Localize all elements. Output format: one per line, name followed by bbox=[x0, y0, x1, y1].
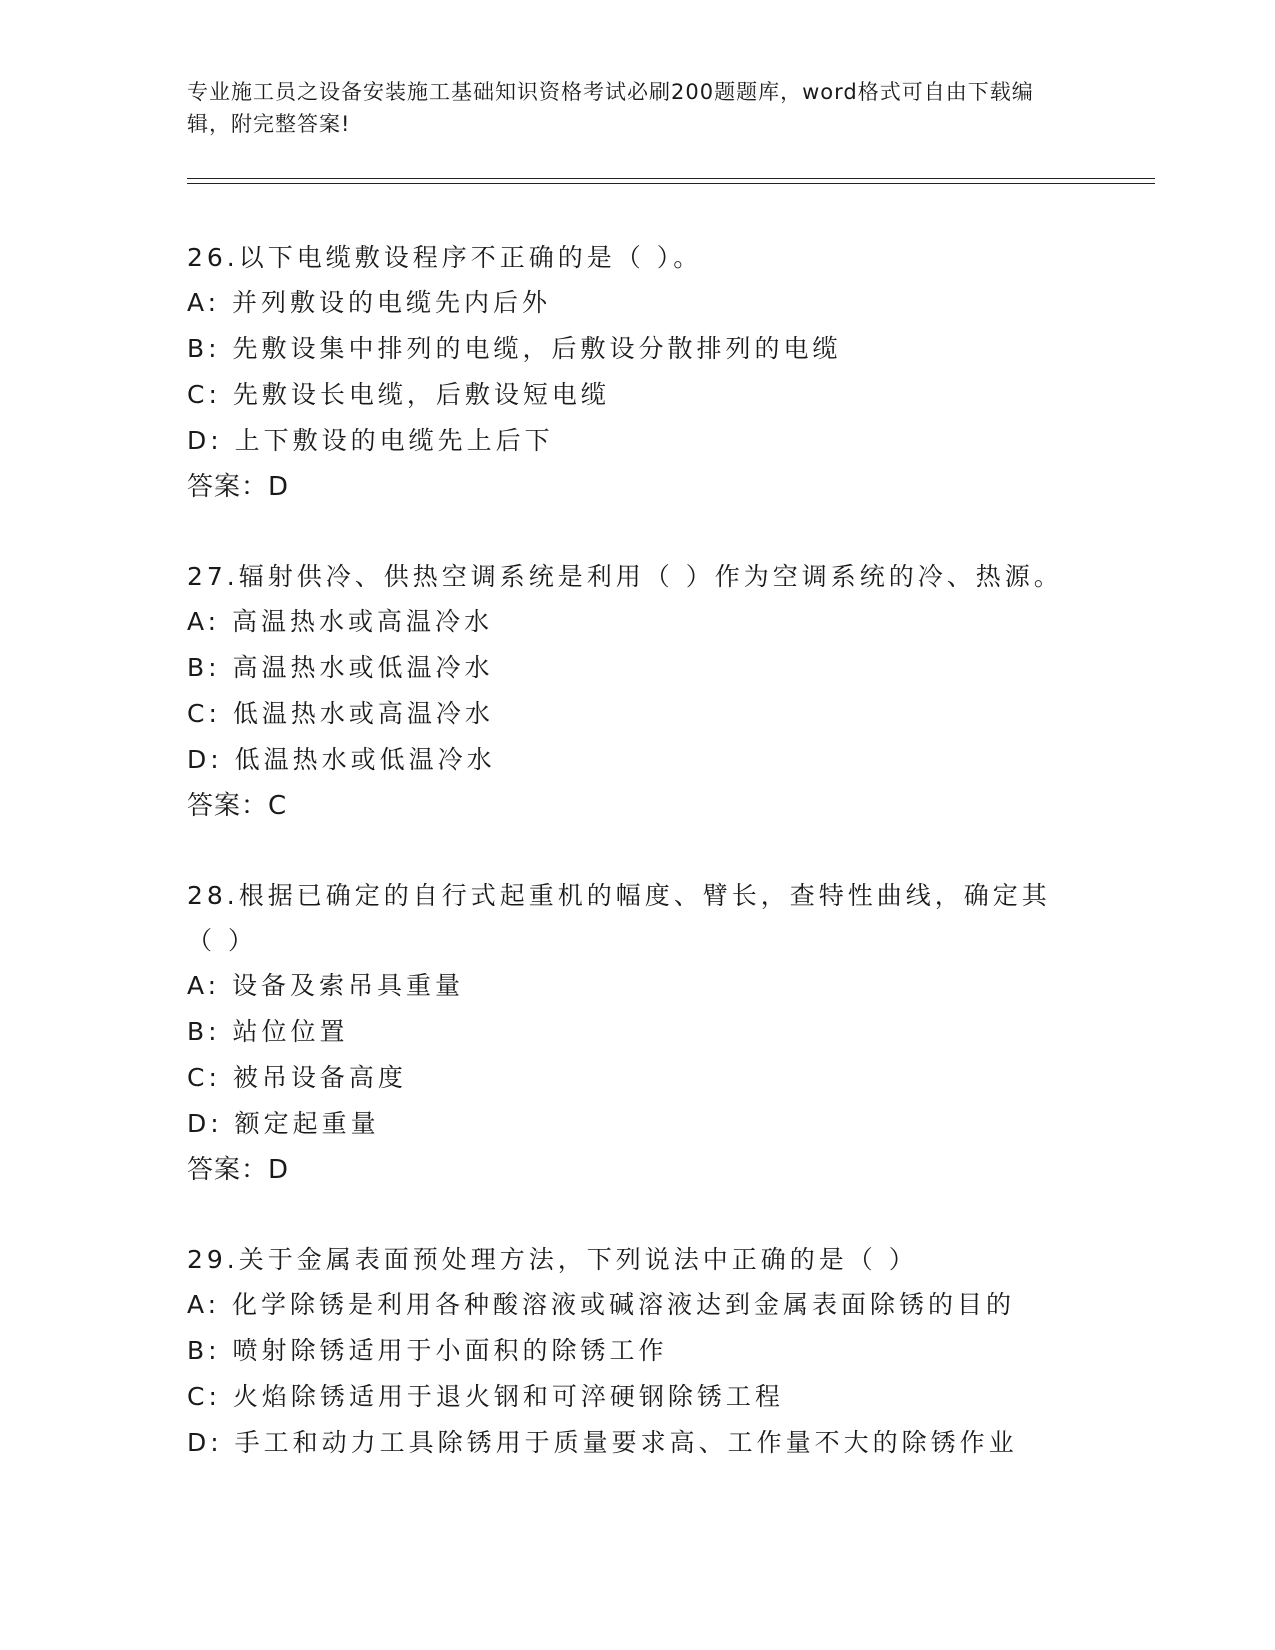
option-b: B: 先敷设集中排列的电缆，后敷设分散排列的电缆 bbox=[187, 334, 842, 363]
answer: 答案：D bbox=[187, 1155, 290, 1185]
option-d: D: 低温热水或低温冷水 bbox=[187, 745, 496, 774]
option-b: B: 高温热水或低温冷水 bbox=[187, 653, 494, 682]
answer: 答案：C bbox=[187, 791, 288, 821]
question-stem: 26.以下电缆敷设程序不正确的是（ ）。 bbox=[187, 243, 703, 272]
question-stem: 27.辐射供冷、供热空调系统是利用（ ）作为空调系统的冷、热源。 bbox=[187, 562, 1063, 591]
option-a: A: 高温热水或高温冷水 bbox=[187, 607, 494, 636]
header-divider-top bbox=[187, 178, 1155, 179]
option-b: B: 站位位置 bbox=[187, 1017, 349, 1046]
option-a: A: 并列敷设的电缆先内后外 bbox=[187, 288, 552, 317]
question-29 bbox=[187, 1237, 1087, 1466]
question-27 bbox=[187, 554, 1087, 829]
option-c: C: 低温热水或高温冷水 bbox=[187, 699, 494, 728]
option-d: D: 上下敷设的电缆先上后下 bbox=[187, 426, 554, 455]
option-c: C: 被吊设备高度 bbox=[187, 1063, 407, 1092]
option-a: A: 化学除锈是利用各种酸溶液或碱溶液达到金属表面除锈的目的 bbox=[187, 1290, 1016, 1319]
option-b: B: 喷射除锈适用于小面积的除锈工作 bbox=[187, 1336, 668, 1365]
question-stem: 29.关于金属表面预处理方法，下列说法中正确的是（ ） bbox=[187, 1245, 918, 1274]
option-c: C: 火焰除锈适用于退火钢和可淬硬钢除锈工程 bbox=[187, 1382, 784, 1411]
question-stem: 28.根据已确定的自行式起重机的幅度、臂长，查特性曲线，确定其（ ） bbox=[187, 881, 1051, 955]
option-a: A: 设备及索吊具重量 bbox=[187, 971, 465, 1000]
option-d: D: 手工和动力工具除锈用于质量要求高、工作量不大的除锈作业 bbox=[187, 1428, 1018, 1457]
question-26 bbox=[187, 235, 1087, 510]
option-d: D: 额定起重量 bbox=[187, 1109, 380, 1138]
header-divider-bottom bbox=[187, 183, 1155, 184]
question-28 bbox=[187, 873, 1087, 1193]
answer: 答案：D bbox=[187, 472, 290, 502]
document-header: 专业施工员之设备安装施工基础知识资格考试必刷200题题库，word格式可自由下载编辑，附完整答案! bbox=[187, 80, 1034, 136]
option-c: C: 先敷设长电缆，后敷设短电缆 bbox=[187, 380, 610, 409]
